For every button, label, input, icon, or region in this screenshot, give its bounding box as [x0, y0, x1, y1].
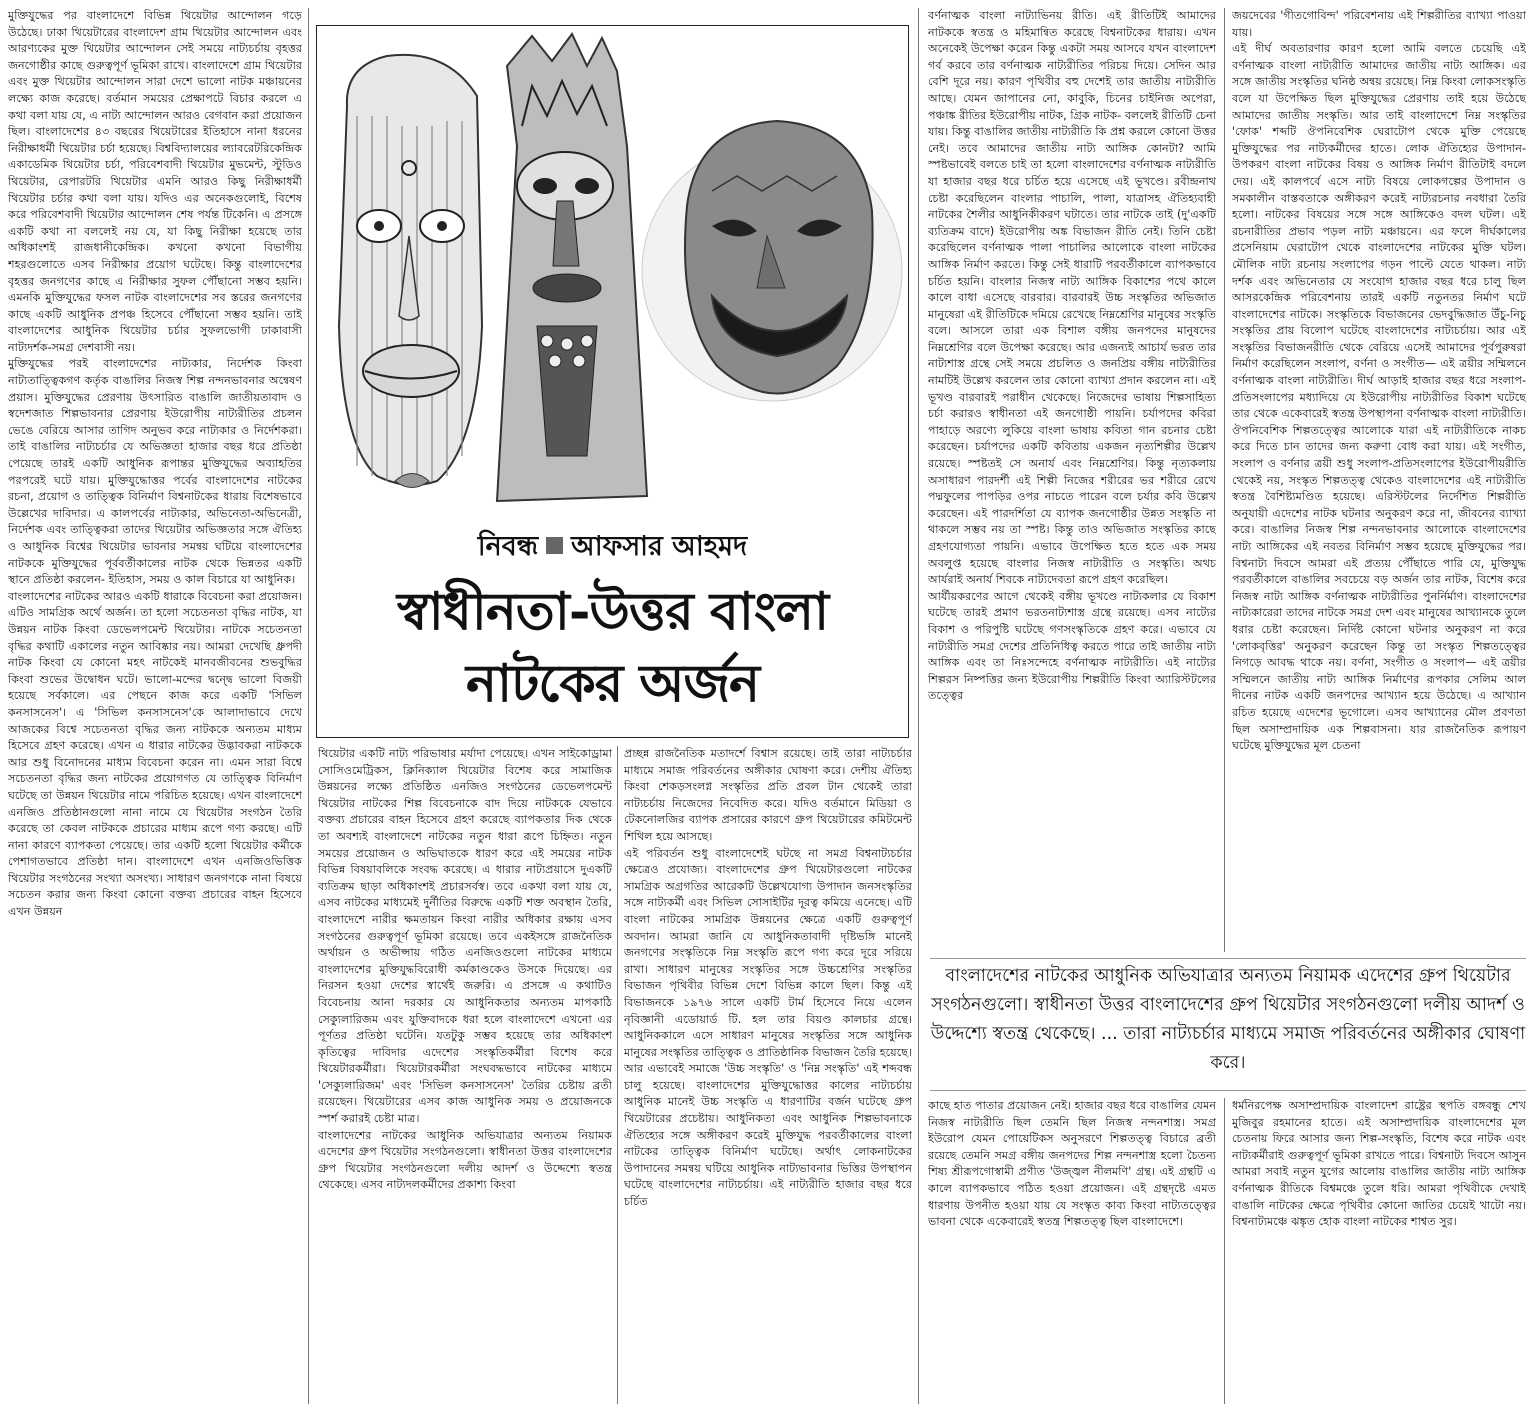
pull-quote: বাংলাদেশের নাটকের আধুনিক অভিযাত্রার অন্যতম নিয়ামক এদেশের গ্রুপ থিয়েটার সংগঠনগুলো। স্বাধীনতা উত্তর বাংলাদেশের গ্রুপ থিয়েটার সংগঠনগুলো দলীয় আদর্শ ও উদ্দেশ্যে স্বতন্ত্র থেকেছে। ... তারা নাট্যচর্চার মাধ্যমে সমাজ পরিবর্তনের অঙ্গীকার ঘোষণা করে। — [930, 962, 1526, 1072]
mask-totem — [497, 34, 647, 501]
masks-illustration — [317, 26, 907, 516]
column-divider — [1224, 1098, 1225, 1404]
paragraph: মুক্তিযুদ্ধের পর বাংলাদেশে বিভিন্ন থিয়েটার আন্দোলন গড়ে উঠেছে। ঢাকা থিয়েটারের বাংলাদেশ গ্রাম থিয়েটার আন্দোলন এবং আরণ্যকের মুক্ত থিয়েটার আন্দোলন সেই সময়ে নাট্যচর্চায় বৃহত্তর জনগোষ্ঠীর কাছে গুরুত্বপূর্ণ ভূমিকা রাখে। বাংলাদেশে গ্রাম থিয়েটার এবং মুক্ত থিয়েটার আন্দোলন সারা দেশে ভালো নাটক মঞ্চায়নের লক্ষ্যে কাজ করেছে। বর্তমান সময়ের প্রেক্ষাপটে বিচার করলে এ কথা বলা যায় যে, এ নাট্য আন্দোলন আরও বেগবান করা প্রয়োজন ছিল। বাংলাদেশের ৪৩ বছরের থিয়েটারের ইতিহাসে নানা ধরনের নিরীক্ষাধর্মী থিয়েটার চর্চা হয়েছে। বিশ্ববিদ্যালয়ের ল্যাবরেটরিকেন্দ্রিক একাডেমিক থিয়েটার চর্চা, পরিবেশবাদী থিয়েটার মুভমেন্ট, স্টুডিও থিয়েটার, রেপারটরি থিয়েটার এমনি আরও কিছু নিরীক্ষাধর্মী থিয়েটার চর্চার কথা বলা যায়। যদিও এর অনেকগুলোই, বিশেষ করে পরিবেশবাদী থিয়েটার আন্দোলন শেষ পর্যন্ত টিকেনি। এ প্রসঙ্গে একটি কথা না বললেই নয় যে, যা কিছু নিরীক্ষা হয়েছে তার অধিকাংশই রাজধানীকেন্দ্রিক। কখনো কখনো বিভাগীয় শহরগুলোতে এসব নিরীক্ষার প্রয়োগ ঘটেছে। কিন্তু বাংলাদেশের বৃহত্তর জনগণের কাছে এ নিরীক্ষার সুফল পৌঁছানো সম্ভব হয়নি। এমনকি মুক্তিযুদ্ধের ফসল নাটক বাংলাদেশের সব স্তরের জনগণের কাছে একটি আধুনিক প্রপঞ্চ হিসেবে পৌঁছানো সম্ভব হয়নি। তাই বাংলাদেশের আধুনিক থিয়েটার চর্চার সুফলভোগী ঢাকাবাসী নাট্যদর্শক-সমগ্র দেশবাসী নয়। — [8, 9, 302, 354]
paragraph: থিয়েটার একটি নাট্য পরিভাষার মর্যাদা পেয়েছে। এখন সাইকোড্রামা সোসিওমেট্রিকস, ক্লিনিক্যাল থিয়েটার বিশেষ করে সামাজিক উন্নয়নের লক্ষ্যে প্রতিষ্ঠিত এনজিও সংগঠনের ডেভেলপমেন্ট থিয়েটার নাটকের শিল্প বিবেচনাকে বাদ দিয়ে নাটককে যেভাবে বক্তব্য প্রচারের বাহন হিসেবে গ্রহণ করেছে ব্যাপকতার দিক থেকে তা অবশ্যই বাংলাদেশে নাটকের নতুন ধারা রূপে চিহ্নিত। নতুন সময়ের প্রয়োজন ও অভিঘাতকে ধারণ করে এই সময়ের নাটক বিভিন্ন বিষয়াবলিকে সংবদ্ধ করেছে। এ ধারার নাট্যপ্রয়াসে দুএকটি ব্যতিক্রম ছাড়া অধিকাংশই প্রচারসর্বস্ব। তবে একথা বলা যায় যে, এসব নাটকের মাধ্যমেই দুর্নীতির বিরুদ্ধে একটি শক্ত অবস্থান তৈরি, বাংলাদেশে নারীর ক্ষমতায়ন কিংবা নারীর অধিকার রক্ষায় এসব সংগঠনের গুরুত্বপূর্ণ ভূমিকা রয়েছে। তবে একইসঙ্গে রাজনৈতিক অর্থায়ন ও অভীপ্সায় গঠিত এনজিওগুলো নাটকের মাধ্যমে বাংলাদেশের মুক্তিযুদ্ধবিরোধী কর্মকাণ্ডকেও উসকে দিয়েছে। এর নিরসন হওয়া দেশের স্বার্থেই জরুরি। এ প্রসঙ্গে এ কথাটিও বিবেচনায় আনা দরকার যে আধুনিকতার অন্যতম মাপকাঠি সেক্যুলারিজম এবং যুক্তিবাদকে ধরা হলে বাংলাদেশে এখনো এর পূর্ণতর প্রতিষ্ঠা ঘটেনি। যতটুকু সম্ভব হয়েছে তার অধিকাংশ কৃতিত্বের দাবিদার এদেশের সংস্কৃতিকর্মীরা বিশেষ করে থিয়েটারকর্মীরা। থিয়েটারকর্মীরা সংঘবদ্ধভাবে নাটকের মাধ্যমে 'সেক্যুলারিজম' এবং 'সিভিল কনসাসনেস' তৈরির চেষ্টায় ব্রতী রয়েছেন। থিয়েটারের এসব কাজ আধুনিক সময় ও প্রয়োজনকে স্পর্শ করারই চেষ্টা মাত্র। — [318, 747, 612, 1126]
headline-line-1: স্বাধীনতা-উত্তর বাংলা — [396, 581, 829, 642]
article-column-4-top — [928, 8, 1216, 952]
paragraph: এই দীর্ঘ অবতারণার কারণ হলো আমি বলতে চেয়েছি এই বর্ণনাত্মক বাংলা নাট্যরীতি আমাদের জাতীয় নাট্য আঙ্গিক। এর সঙ্গে জাতীয় সংস্কৃতির ঘনিষ্ঠ অন্বয় রয়েছে। নিম্ন কিংবা লোকসংস্কৃতি বলে যা উপেক্ষিত ছিল মুক্তিযুদ্ধের প্রেরণায় তাই হয়ে উঠেছে আমাদের জাতীয় সংস্কৃতি। আর তাই বাংলাদেশে নিম্ন সংস্কৃতির 'ফোক' শব্দটি ঔপনিবেশিক ঘেরাটোপ থেকে মুক্তি পেয়েছে মুক্তিযুদ্ধের পর নাট্যকর্মীদের হাতে। লোক ঐতিহ্যের উপাদান-উপকরণ বাংলা নাটকের বিষয় ও আঙ্গিক নির্মাণ রীতিটাই বদলে দেয়। এই কালপর্বে এসে নাট্য বিষয়ে লোকগল্পের উপাদান ও সমকালীন বাস্তবতাকে অঙ্গীকরণ করেই নাট্যরচনার নবধারা তৈরি হলো। নাটকের বিষয়ের সঙ্গে সঙ্গে আঙ্গিকেও বদল ঘটল। এই রচনারীতির প্রভাব পড়ল নাট্য মঞ্চায়নে। এর ফলে দীর্ঘকালের প্রসেনিয়াম ঘেরাটোপ থেকে বাংলাদেশের নাটকের মুক্তি ঘটল। মৌলিক নাট্য রচনায় সংলাপের গড়ন পাল্টে যেতে থাকল। নাট্য দর্শক এবং অভিনেতার যে সংযোগ হাজার বছর ধরে চালু ছিল আসরকেন্দ্রিক পরিবেশনায় তারই একটি নতুনতর নির্মাণ ঘটে বাংলাদেশের নাটকে। সংস্কৃতিকে বিভাজনের ভেদবুদ্ধিজাত উঁচু-নিচু সংস্কৃতির প্রায় বিলোপ ঘটেছে বাংলাদেশের নাট্যচর্চায়। আর এই সংস্কৃতির বিভাজনরীতি থেকে বেরিয়ে এসেই আমাদের পূর্বপুরুষরা নির্মাণ করেছিলেন সংলাপ, বর্ণনা ও সংগীত— এই ত্রয়ীর সম্মিলনে বর্ণনাত্মক বাংলা নাট্যরীতি। দীর্ঘ আড়াই হাজার বছর ধরে সংলাপ-প্রতিসংলাপের মধ্যাদিয়ে যে ইউরোপীয় নাট্যরীতির বিকাশ ঘটেছে তার থেকে একেবারেই স্বতন্ত্র উপস্থাপনা বর্ণনাত্মক বাংলা নাট্যরীতি। ঔপনিবেশিক শিল্পতত্ত্বের আলোকে যারা এই নাট্যরীতিকে নাকচ করে দিতে চান তাদের জন্য করুণা বোধ করা যায়। এই সংগীত, সংলাপ ও বর্ণনার ত্রয়ী শুধু সংলাপ-প্রতিসংলাপের ইউরোপীয়রীতি থেকেই নয়, সংস্কৃত শিল্পতত্ত্ব থেকেও বাংলাদেশের এই নাট্যরীতি স্বতন্ত্র বৈশিষ্ট্যমণ্ডিত হয়েছে। এরিস্টটলের নির্দেশিত শিল্পরীতি অনুযায়ী এদেশের নাটক ঘটনার অনুকরণ করে না, জীবনের ব্যাখ্যা করে। বাঙালির নিজস্ব শিল্প নন্দনভাবনার আলোকে বাংলাদেশের নাট্য আঙ্গিকের এই নবতর বিনির্মাণ সম্ভব হয়েছে মুক্তিযুদ্ধের পর। বিশ্বনাট্য দিবসে আমরা এই প্রত্যয় পৌঁছাতে পারি যে, মুক্তিযুদ্ধ পরবর্তীকালে বাঙালির সবচেয়ে বড় অর্জন তার নাটক, বিশেষ করে নিজস্ব নাট্য আঙ্গিক বর্ণনাত্মক নাট্যরীতির পুনর্নির্মাণ। বাংলাদেশের নাট্যকারেরা তাদের নাটকে সমগ্র দেশ এবং মানুষের আখ্যানকে তুলে ধরার চেষ্টা করেছেন। নির্দিষ্ট কোনো ঘটনার অনুকরণ না করে 'লোকবৃত্তির' অনুকরণ করেছেন কিন্তু তা সংস্কৃত শিল্পতত্ত্বের নিগড়ে আবদ্ধ থাকে নয়। বর্ণনা, সংগীত ও সংলাপ— এই ত্রয়ীর সম্মিলনে জাতীয় নাট্য আঙ্গিক নির্মাণের রূপকার সেলিম আল দীনের নাটক একটি জনপদের আখ্যান হয়ে উঠেছে। এ আখ্যান রচিত হয়েছে এদেশের ভূগোলে। এসব আখ্যানের মৌল প্রবণতা ছিল অসাম্প্রদায়িক এক শিল্পবাসনা। যার রাজনৈতিক রূপায়ণ ঘটেছে মুক্তিযুদ্ধের মূল চেতনা — [1232, 42, 1526, 753]
paragraph: এই পরিবর্তন শুধু বাংলাদেশেই ঘটছে না সমগ্র বিশ্বনাট্যচর্চার ক্ষেত্রেও প্রযোজ্য। বাংলাদেশের গ্রুপ থিয়েটারগুলো নাটকের সামগ্রিক অগ্রগতির আরেকটি উল্লেখযোগ্য উপাদান জনসংস্কৃতির সঙ্গে নাট্যকর্মী এবং সিভিল সোসাইটির দূরত্ব কমিয়ে এনেছে। এটি বাংলা নাটকের সামগ্রিক উন্নয়নের ক্ষেত্রে একটি গুরুত্বপূর্ণ অবদান। আমরা জানি যে আধুনিকতাবাদী দৃষ্টিভঙ্গি মানেই জনগণের সংস্কৃতিকে নিম্ন সংস্কৃতি রূপে গণ্য করে দূরে সরিয়ে রাখা। সাধারণ মানুষের সংস্কৃতির সঙ্গে উচ্চশ্রেণির সংস্কৃতির বিভাজন পৃথিবীর বিভিন্ন দেশে বিভিন্ন কালে ছিল। কিন্তু এই বিভাজনকে ১৯৭৬ সালে একটি টার্ম হিসেবে নিয়ে এলেন নৃবিজ্ঞানী এডোয়ার্ড টি. হল তার বিয়ণ্ড কালচার গ্রন্থে। আধুনিককালে এসে সাধারণ মানুষের সংস্কৃতির সঙ্গে আধুনিক মানুষের সংস্কৃতির তাত্ত্বিক ও প্রাতিষ্ঠানিক বিভাজন তৈরি হয়েছে। আর এভাবেই সমাজে 'উচ্চ সংস্কৃতি' ও 'নিম্ন সংস্কৃতি' এই শব্দবন্ধ চালু হয়েছে। বাংলাদেশের মুক্তিযুদ্ধোত্তর কালের নাট্যচর্চায় আধুনিক মানেই উচ্চ সংস্কৃতি এ ধারণাটির বর্জন ঘটেছে গ্রুপ থিয়েটারের প্রচেষ্টায়। আধুনিকতা এবং আধুনিক শিল্পভাবনাকে ঐতিহ্যের সঙ্গে অঙ্গীকরণ করেই মুক্তিযুদ্ধ পরবর্তীকালের বাংলা নাটকের তাত্ত্বিক বিনির্মাণ ঘটেছে। অর্থাৎ লোকনাটকের উপাদানের সমন্বয় ঘটিয়ে আধুনিক নাট্যভাবনার ভিত্তির উপস্থাপন ঘটেছে বাংলাদেশের নাট্যচর্চায়। এই নাট্যরীতি হাজার বছর ধরে চর্চিত — [624, 846, 912, 1209]
paragraph: বাংলাদেশের নাটকের আরও একটি ধারাকে বিবেচনা করা প্রয়োজন। এটিও সামগ্রিক অর্থে অর্জন। তা হলো সচেতনতা বৃদ্ধির নাটক, যা উন্নয়ন নাটক কিংবা ডেভেলপমেন্ট থিয়েটার। নাটকে সচেতনতা বৃদ্ধির কথাটি একালের নতুন আবিষ্কার নয়। আমরা দেখেছি ধ্রুপদী নাটক কিংবা যে কোনো মহৎ নাটকেই মানবজীবনের শুভবুদ্ধির কিংবা শুভের উদ্বোধন ঘটে। ভালো-মন্দের দ্বন্দ্বে ভালো বিজয়ী হয়েছে সর্বকালে। এর পেছনে কাজ করে একটি 'সিভিল কনসাসনেস'। এ 'সিভিল কনসাসনেস'কে আলাদাভাবে দেখে আজকের বিশ্বে সচেতনতা বৃদ্ধির জন্য নাটককে অন্যতম মাধ্যম হিসেবে গ্রহণ করেছে। এখন এ ধারার নাটকের উদ্ভাবকরা নাটককে আর শুধু বিনোদনের মাধ্যম বিবেচনা করেন না। এমন সারা বিশ্বে সচেতনতা বৃদ্ধির জন্য নাটকের প্রয়োগগত যে তাত্ত্বিক বিনির্মাণ ঘটেছে তা উন্নয়ন থিয়েটার নামে পরিচিত হয়েছে। এখন বাংলাদেশে এনজিও প্রতিষ্ঠানগুলো নানা নামে যে থিয়েটার সংগঠন তৈরি করেছে তা কেবল নাটককে প্রচারের মাধ্যম রূপে গণ্য করছে। এটি নানা কারণে ব্যাপকতা পেয়েছে। তার একটি হলো থিয়েটার কর্মীকে পেশাগতভাবে প্রতিষ্ঠা দান। বাংলাদেশে এখন এনজিওভিত্তিক থিয়েটার সংগঠনের সংখ্যা অসংখ্য। সাধারণ জনগণকে নানা বিষয়ে সচেতন করার জন্য কিংবা কোনো বক্তব্য প্রচারের বাহন হিসেবে এখন উন্নয়ন — [8, 589, 302, 919]
mask-long-face — [339, 55, 482, 488]
paragraph: ধর্মনিরপেক্ষ অসাম্প্রদায়িক বাংলাদেশ রাষ্ট্রের স্থপতি বঙ্গবন্ধু শেখ মুজিবুর রহমানের হাতে। এই অসাম্প্রদায়িক বাংলাদেশের মূল চেতনায় ফিরে আসার জন্য শিল্প-সংস্কৃতি, বিশেষ করে নাটক এবং নাট্যকর্মীরাই গুরুত্বপূর্ণ ভূমিকা রাখতে পারে। বিশ্বনাট্য দিবসে আসুন আমরা সবাই নতুন যুগের আলোয় বাঙালির জাতীয় নাট্য আঙ্গিক বর্ণনাত্মক রীতিকে বিশ্বমঞ্চে তুলে ধরি। আমরা পৃথিবীকে দেখাই বাঙালি নাটকের ক্ষেত্রে পৃথিবীর কোনো জাতির চেয়েই খাটো নয়। বিশ্বনাট্যমঞ্চে ঝঙ্কৃত হোক বাংলা নাটকের শাশ্বত সুর। — [1232, 1099, 1526, 1229]
feature-box — [316, 25, 909, 738]
mask-grinning — [642, 121, 902, 401]
column-divider — [617, 746, 618, 1404]
paragraph: কাছে হাত পাতার প্রয়োজন নেই। হাজার বছর ধরে বাঙালির যেমন নিজস্ব নাট্যরীতি ছিল তেমনি ছিল নিজস্ব নন্দনশাস্ত্র। সমগ্র ইউরোপ যেমন পোয়েটিকস অনুসরণে শিল্পতত্ত্ব বিচারে ব্রতী রয়েছে তেমনি সমগ্র বঙ্গীয় জনপদের শিল্প নন্দনশাস্ত্র হলো চৈতন্য শিষ্য শ্রীরূপগোস্বামী প্রণীত 'উজ্জ্বল নীলমণি' গ্রন্থ। এই গ্রন্থটি এ কালে ব্যাপকভাবে পঠিত হওয়া প্রয়োজন। এই গ্রন্থদৃষ্টে এমত ধারণায় উপনীত হওয়া যায় যে সংস্কৃত কাব্য কিংবা নাট্যতত্ত্বের ভাবনা থেকে একেবারেই স্বতন্ত্র শিল্পতত্ত্ব ছিল বাংলাদেশে। — [928, 1099, 1216, 1229]
byline — [317, 526, 908, 571]
pull-quote-rule-top — [930, 958, 1526, 959]
headline-line-2: নাটকের অর্জন — [465, 653, 760, 714]
article-column-2 — [318, 746, 612, 1404]
square-bullet-icon — [546, 537, 563, 554]
article-column-3 — [624, 746, 912, 1404]
paragraph: জয়দেবের 'গীতগোবিন্দ' পরিবেশনায় এই শিল্পরীতির ব্যাখ্যা পাওয়া যায়। — [1232, 9, 1526, 39]
article-column-5-top — [1232, 8, 1526, 952]
author-name: আফসার আহমদ — [571, 531, 748, 562]
paragraph: বর্ণনাত্মক বাংলা নাট্যাভিনয় রীতি। এই রীতিটিই আমাদের নাটককে স্বতন্ত্র ও মহিমান্বিত করেছে বিশ্বনাটকের ধারায়। এখন অনেকেই উপেক্ষা করেন কিন্তু একটা সময় আসবে যখন বাংলাদেশ গর্ব করবে তার বর্ণনাত্মক নাট্যরীতির পরিচয় দিয়ে। সেদিন আর বেশি দূরে নয়। কারণ পৃথিবীর বহু দেশেই তার জাতীয় নাট্যরীতি আছে। যেমন জাপানের নো, কাবুকি, চিনের চাইনিজ অপেরা, পঞ্চাঙ্ক রীতির ইউরোপীয় নাটক, গ্রিক নাটক- বললেই রীতিটি চেনা যায়। কিন্তু বাঙালির জাতীয় নাট্যরীতি কি প্রশ্ন করলে কোনো উত্তর নেই। তবে আমাদের জাতীয় নাট্য আঙ্গিক কোনটা? আমি স্পষ্টভাবেই বলতে চাই তা হলো বাংলাদেশের বর্ণনাত্মক নাট্যরীতি যা হাজার বছর ধরে চর্চিত হয়ে এসেছে এই ভূখণ্ডে। রবীন্দ্রনাথ চেষ্টা করেছিলেন বাংলার পাচালি, পালা, যাত্রাসহ ঐতিহ্যবাহী নাটকের শৈলীর আধুনিকীকরণ ঘটাতে। তার নাটকে তাই (দু'একটি ব্যতিক্রম বাদে) ইউরোপীয় অঙ্ক বিভাজন রীতি নেই। তিনি চেষ্টা করেছিলেন বর্ণনাত্মক পালা পাচালির আলোকে বাংলা নাটকের আঙ্গিক নির্মাণ করতে। কিন্তু সেই ধারাটি পরবর্তীকালে ব্যাপকভাবে চর্চিত হয়নি। বাংলার নিজস্ব নাট্য আঙ্গিক বিকাশের পথে কালে কালে বাধা এসেছে বারবার। বারবারই উচ্চ সংস্কৃতির অভিজাত মানুষেরা এই রীতিটিকে দমিয়ে রেখেছে নিম্নশ্রেণির মানুষের সংস্কৃতি বলে। আসলে তারা এক বিশাল বঙ্গীয় জনপদের মানুষদের নিম্নশ্রেণির বলে উপেক্ষা করেছে। আর এজন্যই আচার্য ভরত তার নাট্যশাস্ত্র গ্রন্থে সেই সময়ে প্রচলিত ও জনপ্রিয় বঙ্গীয় নাট্যরীতির নামটিই উল্লেখ করলেন তার কোনো ব্যাখ্যা প্রদান করলেন না। এই ভূখণ্ড বারবারই পরাধীন থেকেছে। নিজেদের ভাষায় শিল্পসাহিত্য চর্চা করারও স্বাধীনতা এই জনগোষ্ঠী পায়নি। চর্যাপদের কবিরা পাহাড়ে অরণ্যে লুকিয়ে বাংলা ভাষায় কবিতা গান রচনার চেষ্টা করেছেন। চর্যাপদের একটি কবিতায় একজন নৃত্যশিল্পীর উল্লেখ রয়েছে। স্পষ্টতই সে অনার্য এবং নিম্নশ্রেণির। কিন্তু নৃত্যকলায় অসাধারণ পারদর্শী এই শিল্পী নিজের শরীরের ভর শরীরে রেখে পদ্মফুলের পাপড়ির ওপর নাচতে পারেন বলে চর্যার কবি উল্লেখ করেছেন। এই পারদর্শিতা যে ব্যাপক জনগোষ্ঠীর উন্নত সংস্কৃতি না থাকলে সম্ভব নয় তা স্পষ্ট। কিন্তু তাও অভিজাত সংস্কৃতির কাছে গ্রহণযোগ্যতা পায়নি। এভাবে উপেক্ষিত হতে হতে এক সময় অবলুপ্ত হয়েছে বাংলার নিজস্ব নাট্যরীতি ও সংস্কৃতি। অথচ আর্যরাই অনার্য শিবকে নাট্যদেবতা রূপে গ্রহণ করেছিল। — [928, 9, 1216, 587]
section-label: নিবন্ধ — [477, 531, 539, 562]
column-divider — [308, 8, 309, 1404]
paragraph: মুক্তিযুদ্ধের পরই বাংলাদেশের নাট্যকার, নির্দেশক কিংবা নাট্যতাত্ত্বিকগণ কর্তৃক বাঙালির নিজস্ব শিল্প নন্দনভাবনার অন্বেষণ প্রয়াস। মুক্তিযুদ্ধের প্রেরণায় উৎসারিত বাঙালি জাতীয়তাবাদ ও স্বদেশজাত শিল্পভাবনার প্রেরণায় ইউরোপীয় নাট্যরীতির প্রচলন ভেঙে বেরিয়ে আসার তাগিদ অনুভব করে নাট্যকার ও নির্দেশকরা। তাই বাঙালির নাট্যচর্চার যে অভিজ্ঞতা হাজার বছর ধরে প্রতিষ্ঠা পেয়েছে তারই একটি আধুনিক রূপান্তর মুক্তিযুদ্ধের অব্যাহতির পরপরেই ঘটে যায়। মুক্তিযুদ্ধোত্তর পর্বের বাংলাদেশের নাটকের রচনা, প্রয়োগ ও তাত্ত্বিক বিনির্মাণ বিশ্বনাটকের ধারায় বিশেষভাবে উল্লেখের দাবিদার। এ কালপর্বের নাট্যকার, অভিনেতা-অভিনেত্রী, নির্দেশক এবং তাত্ত্বিকরা তাদের থিয়েটার অভিজ্ঞতার সঙ্গে ঐতিহ্য ও আধুনিক বিশ্বের থিয়েটার ভাবনার সমন্বয় ঘটিয়ে বাংলাদেশের নাটককে মুক্তিযুদ্ধের পূর্ববর্তীকালের নাটক থেকে ভিন্নতর একটি স্থানে প্রতিষ্ঠা করলেন- ইতিহাস, সময় ও কাল বিচারে যা আধুনিক। — [8, 357, 302, 587]
article-column-4-bottom — [928, 1098, 1216, 1404]
article-column-1 — [8, 8, 302, 1404]
paragraph: বাংলাদেশের নাটকের আধুনিক অভিযাত্রার অন্যতম নিয়ামক এদেশের গ্রুপ থিয়েটার সংগঠনগুলো। স্বাধীনতা উত্তর বাংলাদেশের গ্রুপ থিয়েটার সংগঠনগুলো দলীয় আদর্শ ও উদ্দেশ্যে স্বতন্ত্র থেকেছে। এসব নাট্যদলকর্মীদের প্রকাশ্য কিংবা — [318, 1128, 612, 1192]
pull-quote-rule-bottom — [930, 1090, 1526, 1091]
article-column-5-bottom — [1232, 1098, 1526, 1404]
paragraph: প্রচ্ছন্ন রাজনৈতিক মতাদর্শে বিশ্বাস রয়েছে। তাই তারা নাট্যচর্চার মাধ্যমে সমাজ পরিবর্তনের অঙ্গীকার ঘোষণা করে। দেশীয় ঐতিহ্য কিংবা শেকড়সংলগ্ন সংস্কৃতির প্রতি প্রবল টান থেকেই তারা নাট্যচর্চায় নিজেদের নিবেদিত করে। যদিও বর্তমানে মিডিয়া ও টেকনোলজির ব্যাপক প্রসারের কারণে গ্রুপ থিয়েটারের কমিটমেন্ট শিথিল হয়ে আসছে। — [624, 747, 912, 843]
paragraph: আর্যীয়করণের আগে থেকেই বঙ্গীয় ভূখণ্ডে নাট্যকলার যে বিকাশ ঘটেছে তারই প্রমাণ ভরতনাট্যশাস্ত্র গ্রন্থে রয়েছে। এসব নাট্যের বিকাশ ও পরিপুষ্টি ঘটেছে গণসংস্কৃতিকে গ্রহণ করে। এভাবে যে নাট্যরীতি সমগ্র দেশের প্রতিনিধিত্ব করতে পারে তাই জাতীয় নাট্য আঙ্গিক এবং তা নিঃসন্দেহে বর্ণনাত্মক নাট্যরীতি। এই নাট্যের শিল্পরস নিষ্পত্তির জন্য ইউরোপীয় শিল্পরীতি কিংবা অ্যারিস্টটলের তত্ত্বের — [928, 589, 1216, 703]
headline — [317, 576, 908, 720]
column-divider — [1224, 8, 1225, 952]
column-divider — [918, 8, 919, 1404]
